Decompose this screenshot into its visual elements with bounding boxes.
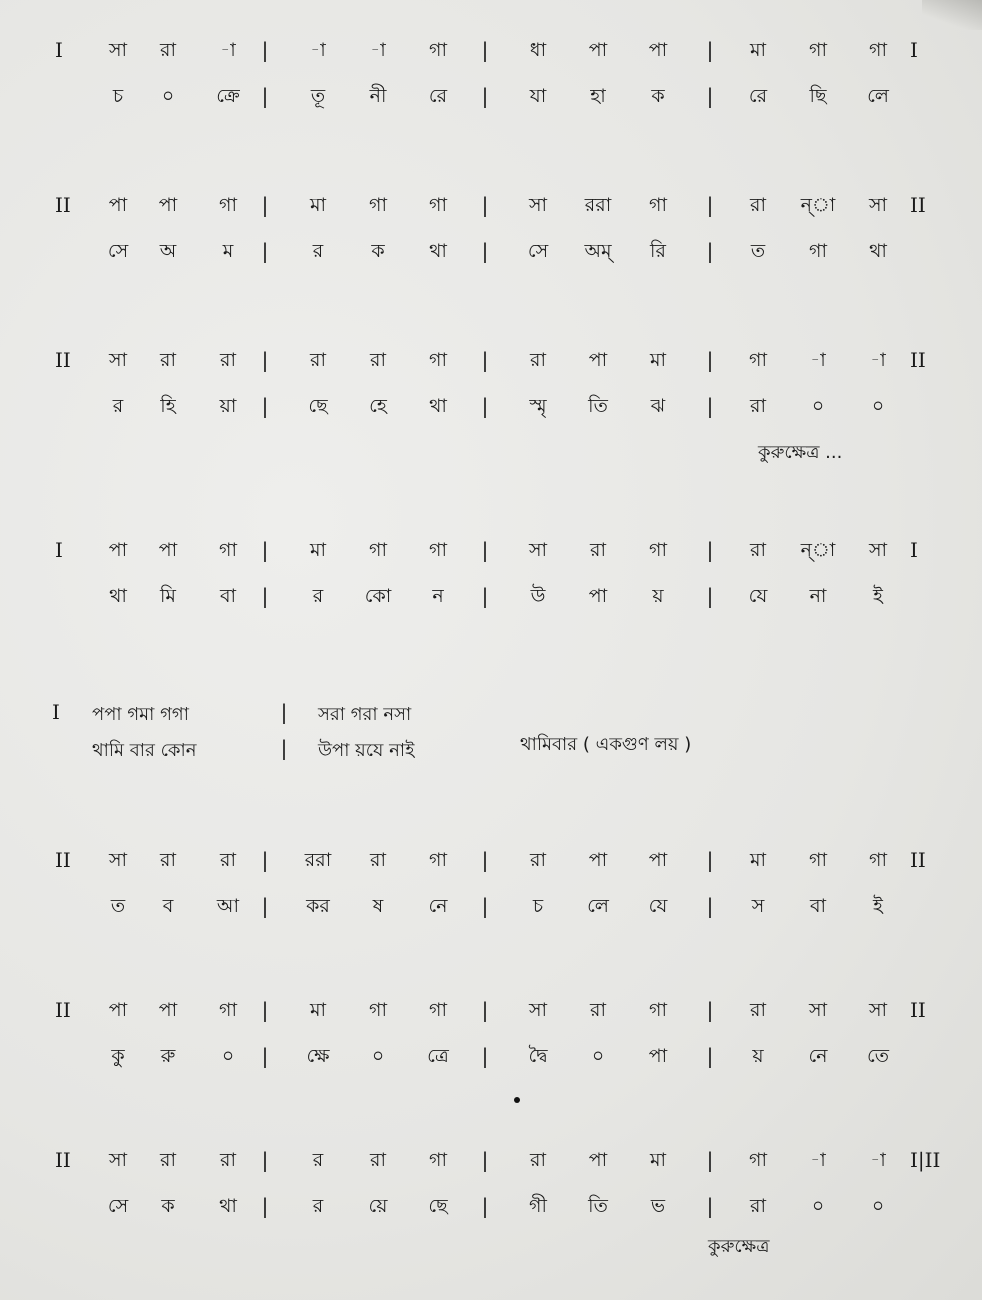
notation-block xyxy=(0,340,982,463)
bar-line: | xyxy=(261,1148,269,1172)
lyric-cell: র xyxy=(312,1195,324,1217)
bar-line: | xyxy=(481,1148,489,1172)
bar-line: | xyxy=(481,584,489,608)
note-cell: -া xyxy=(870,349,886,371)
lyric-cell: সে xyxy=(107,1195,129,1217)
note-cell: মা xyxy=(309,539,327,561)
note-cell: গা xyxy=(869,849,887,871)
note-cell: রা xyxy=(160,849,176,871)
end-mark: II xyxy=(910,348,926,372)
bar-line: | xyxy=(481,84,489,108)
note-cell: গা xyxy=(649,194,667,216)
notes-row xyxy=(0,840,982,880)
lyric-cell: নে xyxy=(428,895,448,917)
end-mark: I xyxy=(910,538,918,562)
lyric-cell: ন xyxy=(432,585,444,607)
bar-line: | xyxy=(481,1194,489,1218)
note-cell: ররা xyxy=(584,194,612,216)
notation-block xyxy=(0,1140,982,1260)
lyric-cell: যা xyxy=(529,85,547,107)
lyric-cell: থা xyxy=(219,1195,237,1217)
lyric-cell: উ xyxy=(530,585,546,607)
note-cell: রা xyxy=(530,1149,546,1171)
lyrics-row xyxy=(0,76,982,116)
end-mark: I xyxy=(910,38,918,62)
note-cell: গা xyxy=(429,849,447,871)
bar-line: | xyxy=(706,348,714,372)
lyric-cell: হি xyxy=(160,395,176,417)
bar-line: | xyxy=(261,84,269,108)
notation-block xyxy=(0,185,982,305)
lyric-cell: রা xyxy=(750,1195,766,1217)
lyric-cell: মি xyxy=(160,585,176,607)
bar-line: | xyxy=(481,348,489,372)
end-mark: II xyxy=(910,998,926,1022)
lyrics-row xyxy=(0,1186,982,1226)
lyric-cell: ছে xyxy=(428,1195,448,1217)
note-cell: পা xyxy=(648,849,668,871)
note-cell: রা xyxy=(750,539,766,561)
bar-line: | xyxy=(481,193,489,217)
note-cell: গা xyxy=(219,999,237,1021)
lyric-cell: লে xyxy=(587,895,609,917)
lyric-cell: ই xyxy=(873,895,883,917)
lyric-cell: রা xyxy=(750,395,766,417)
lyric-cell: তি xyxy=(588,1195,608,1217)
bar-line: | xyxy=(261,894,269,918)
note-cell: গা xyxy=(429,349,447,371)
lyric-cell: য়া xyxy=(219,395,237,417)
note-cell: পা xyxy=(588,1149,608,1171)
note-cell: গা xyxy=(369,539,387,561)
bar-line: | xyxy=(481,38,489,62)
note-cell: সা xyxy=(108,1149,128,1171)
notation-block xyxy=(0,30,982,150)
note-cell: রা xyxy=(160,349,176,371)
lyric-cell: আ xyxy=(216,895,240,917)
lyrics-row xyxy=(0,886,982,926)
lyric-cell: থা xyxy=(109,585,127,607)
note-cell: মা xyxy=(309,194,327,216)
note-cell: গা xyxy=(809,849,827,871)
note-cell: ন্া xyxy=(800,539,836,561)
note-cell: -া xyxy=(310,39,326,61)
lyrics-row xyxy=(0,231,982,271)
lyric-cell: কু xyxy=(111,1045,125,1067)
start-mark: I xyxy=(55,538,63,562)
lyric-cell: সে xyxy=(107,240,129,262)
lyric-cell: কো xyxy=(364,585,392,607)
lyric-cell: ক xyxy=(651,85,665,107)
note-cell: গা xyxy=(649,999,667,1021)
bar-line: | xyxy=(261,848,269,872)
lyric-cell: রু xyxy=(160,1045,176,1067)
bar-line: | xyxy=(280,700,288,724)
lyric-cell: ষ xyxy=(372,895,384,917)
note-cell: -া xyxy=(810,349,826,371)
note-cell: সা xyxy=(868,539,888,561)
lyrics-row xyxy=(0,576,982,616)
lyric-cell: তে xyxy=(867,1045,889,1067)
lyric-cell: ক xyxy=(161,1195,175,1217)
lyric-cell: তূ xyxy=(310,85,326,107)
note-cell: সা xyxy=(868,999,888,1021)
note-cell: পা xyxy=(108,539,128,561)
note-cell: গা xyxy=(219,194,237,216)
lyric-cell: ০ xyxy=(811,1195,825,1217)
bar-line: | xyxy=(706,1148,714,1172)
end-mark: II xyxy=(910,848,926,872)
lyric-cell: চ xyxy=(112,85,124,107)
bar-line: | xyxy=(706,584,714,608)
note-cell: ররা xyxy=(304,849,332,871)
note-cell: মা xyxy=(749,39,767,61)
note-cell: গা xyxy=(429,999,447,1021)
lyric-cell: হে xyxy=(369,395,387,417)
lyric-cell: র xyxy=(312,240,324,262)
bar-line: | xyxy=(706,894,714,918)
ink-dot xyxy=(514,1097,520,1103)
lyric-cell: চ xyxy=(532,895,544,917)
note-cell: পা xyxy=(648,39,668,61)
bar-line: | xyxy=(280,736,288,760)
bar-line: | xyxy=(261,239,269,263)
note-cell: সা xyxy=(108,349,128,371)
lyric-cell: ই xyxy=(873,585,883,607)
bar-line: | xyxy=(706,193,714,217)
note-cell: সা xyxy=(528,194,548,216)
note-cell: রা xyxy=(310,349,326,371)
lyric-cell: ০ xyxy=(811,395,825,417)
bar-line: | xyxy=(261,348,269,372)
lyric-cell: য় xyxy=(752,1045,764,1067)
bar-line: | xyxy=(706,1194,714,1218)
note-cell: গা xyxy=(369,194,387,216)
lyric-cell: না xyxy=(809,585,827,607)
special-lyrics-a: থামি বার কোন xyxy=(92,740,197,761)
bar-line: | xyxy=(481,1044,489,1068)
note-cell: রা xyxy=(160,1149,176,1171)
lyric-cell: থা xyxy=(429,395,447,417)
note-cell: সা xyxy=(868,194,888,216)
lyric-cell: গা xyxy=(809,240,827,262)
bar-line: | xyxy=(706,1044,714,1068)
special-annotation: থামিবার ( একগুণ লয় ) xyxy=(520,734,692,755)
note-cell: সা xyxy=(808,999,828,1021)
lyric-cell: র xyxy=(112,395,124,417)
note-cell: গা xyxy=(429,1149,447,1171)
page-corner-shadow xyxy=(922,0,982,30)
note-cell: গা xyxy=(749,349,767,371)
lyric-cell: ক্ষে xyxy=(306,1045,330,1067)
lyrics-row xyxy=(0,1036,982,1076)
notes-row xyxy=(0,340,982,380)
lyric-cell: ছি xyxy=(809,85,827,107)
bar-line: | xyxy=(261,1194,269,1218)
special-block xyxy=(0,690,982,770)
notes-row xyxy=(0,1140,982,1180)
bar-line: | xyxy=(481,394,489,418)
lyric-cell: ০ xyxy=(871,1195,885,1217)
lyric-cell: য় xyxy=(652,585,664,607)
note-cell: র xyxy=(312,1149,324,1171)
note-cell: ধা xyxy=(529,39,547,61)
note-cell: গা xyxy=(219,539,237,561)
lyric-cell: নী xyxy=(369,85,387,107)
start-mark: II xyxy=(55,193,71,217)
note-cell: পা xyxy=(588,349,608,371)
note-cell: পা xyxy=(108,194,128,216)
lyrics-row xyxy=(0,386,982,426)
note-cell: সা xyxy=(108,849,128,871)
note-cell: মা xyxy=(309,999,327,1021)
start-mark: II xyxy=(55,998,71,1022)
note-cell: গা xyxy=(369,999,387,1021)
lyric-cell: র xyxy=(312,585,324,607)
note-cell: -া xyxy=(810,1149,826,1171)
notation-block xyxy=(0,990,982,1110)
note-cell: পা xyxy=(158,539,178,561)
lyric-cell: রে xyxy=(428,85,448,107)
lyric-cell: বা xyxy=(219,585,237,607)
bar-line: | xyxy=(706,84,714,108)
note-cell: মা xyxy=(749,849,767,871)
lyric-cell: ০ xyxy=(591,1045,605,1067)
lyric-cell: স্মৃ xyxy=(529,395,547,417)
bar-line: | xyxy=(706,998,714,1022)
lyric-cell: অ xyxy=(159,240,177,262)
note-cell: পা xyxy=(588,849,608,871)
lyric-cell: ভ xyxy=(650,1195,666,1217)
lyric-cell: ০ xyxy=(221,1045,235,1067)
lyric-cell: হা xyxy=(590,85,606,107)
note-cell: পা xyxy=(158,194,178,216)
lyric-cell: দ্বৈ xyxy=(528,1045,548,1067)
note-cell: রা xyxy=(750,999,766,1021)
notes-row xyxy=(0,30,982,70)
bar-line: | xyxy=(261,998,269,1022)
notes-row xyxy=(0,990,982,1030)
note-cell: গা xyxy=(749,1149,767,1171)
note-cell: রা xyxy=(750,194,766,216)
bar-line: | xyxy=(261,38,269,62)
end-mark: II xyxy=(910,193,926,217)
lyric-cell: ০ xyxy=(371,1045,385,1067)
bar-line: | xyxy=(261,538,269,562)
note-cell: পা xyxy=(588,39,608,61)
lyric-cell: ত xyxy=(110,895,126,917)
start-mark: I xyxy=(52,700,60,724)
note-cell: গা xyxy=(649,539,667,561)
lyric-cell: নে xyxy=(808,1045,828,1067)
bar-line: | xyxy=(261,394,269,418)
bar-line: | xyxy=(706,38,714,62)
note-cell: রা xyxy=(370,1149,386,1171)
lyric-cell: ব xyxy=(162,895,174,917)
note-cell: রা xyxy=(590,539,606,561)
footer-label: কুরুক্ষেত্র ... xyxy=(758,442,843,463)
note-cell: -া xyxy=(870,1149,886,1171)
lyric-cell: থা xyxy=(429,240,447,262)
note-cell: ন্া xyxy=(800,194,836,216)
note-cell: -া xyxy=(370,39,386,61)
lyric-cell: রে xyxy=(748,85,768,107)
bar-line: | xyxy=(481,894,489,918)
note-cell: রা xyxy=(590,999,606,1021)
bar-line: | xyxy=(706,239,714,263)
note-cell: -া xyxy=(220,39,236,61)
bar-line: | xyxy=(261,1044,269,1068)
footer-label: কুরুক্ষেত্র xyxy=(708,1236,770,1257)
note-cell: সা xyxy=(108,39,128,61)
lyric-cell: ঝ xyxy=(650,395,666,417)
lyric-cell: অম্ xyxy=(584,240,612,262)
note-cell: গা xyxy=(429,194,447,216)
note-cell: গা xyxy=(869,39,887,61)
lyric-cell: ছে xyxy=(308,395,328,417)
start-mark: I xyxy=(55,38,63,62)
lyric-cell: ক্রে xyxy=(216,85,240,107)
note-cell: গা xyxy=(429,39,447,61)
note-cell: রা xyxy=(530,349,546,371)
lyric-cell: লে xyxy=(867,85,889,107)
lyric-cell: য়ে xyxy=(368,1195,388,1217)
lyric-cell: স xyxy=(751,895,765,917)
lyric-cell: পা xyxy=(648,1045,668,1067)
note-cell: রা xyxy=(370,349,386,371)
lyric-cell: থা xyxy=(869,240,887,262)
notes-row xyxy=(0,185,982,225)
lyric-cell: ত্রে xyxy=(427,1045,449,1067)
bar-line: | xyxy=(481,239,489,263)
bar-line: | xyxy=(706,394,714,418)
note-cell: সা xyxy=(528,539,548,561)
note-cell: পা xyxy=(158,999,178,1021)
notes-row xyxy=(0,530,982,570)
lyric-cell: বা xyxy=(809,895,827,917)
lyric-cell: সে xyxy=(527,240,549,262)
bar-line: | xyxy=(261,193,269,217)
note-cell: রা xyxy=(220,349,236,371)
start-mark: II xyxy=(55,348,71,372)
note-cell: পা xyxy=(108,999,128,1021)
bar-line: | xyxy=(706,848,714,872)
note-cell: রা xyxy=(220,849,236,871)
lyric-cell: রি xyxy=(650,240,666,262)
lyric-cell: কর xyxy=(306,895,330,917)
lyric-cell: ক xyxy=(371,240,385,262)
note-cell: সা xyxy=(528,999,548,1021)
note-cell: রা xyxy=(370,849,386,871)
special-notes-b: সরা গরা নসা xyxy=(318,704,412,725)
note-cell: গা xyxy=(809,39,827,61)
lyric-cell: গী xyxy=(529,1195,547,1217)
note-cell: গা xyxy=(429,539,447,561)
lyric-cell: ত xyxy=(750,240,766,262)
lyric-cell: যে xyxy=(648,895,668,917)
bar-line: | xyxy=(481,538,489,562)
bar-line: | xyxy=(706,538,714,562)
lyric-cell: যে xyxy=(748,585,768,607)
note-cell: রা xyxy=(160,39,176,61)
bar-line: | xyxy=(481,998,489,1022)
bar-line: | xyxy=(481,848,489,872)
special-lyrics-b: উপা য়যে নাই xyxy=(318,740,415,761)
note-cell: রা xyxy=(530,849,546,871)
lyric-cell: ০ xyxy=(871,395,885,417)
note-cell: রা xyxy=(220,1149,236,1171)
lyric-cell: তি xyxy=(588,395,608,417)
notation-block xyxy=(0,530,982,650)
lyric-cell: ০ xyxy=(161,85,175,107)
lyric-cell: ম xyxy=(222,240,234,262)
special-notes-a: পপা গমা গগা xyxy=(92,704,189,725)
notation-block xyxy=(0,840,982,960)
note-cell: মা xyxy=(649,349,667,371)
end-mark: I|II xyxy=(910,1148,941,1172)
note-cell: মা xyxy=(649,1149,667,1171)
start-mark: II xyxy=(55,1148,71,1172)
lyric-cell: পা xyxy=(588,585,608,607)
bar-line: | xyxy=(261,584,269,608)
start-mark: II xyxy=(55,848,71,872)
